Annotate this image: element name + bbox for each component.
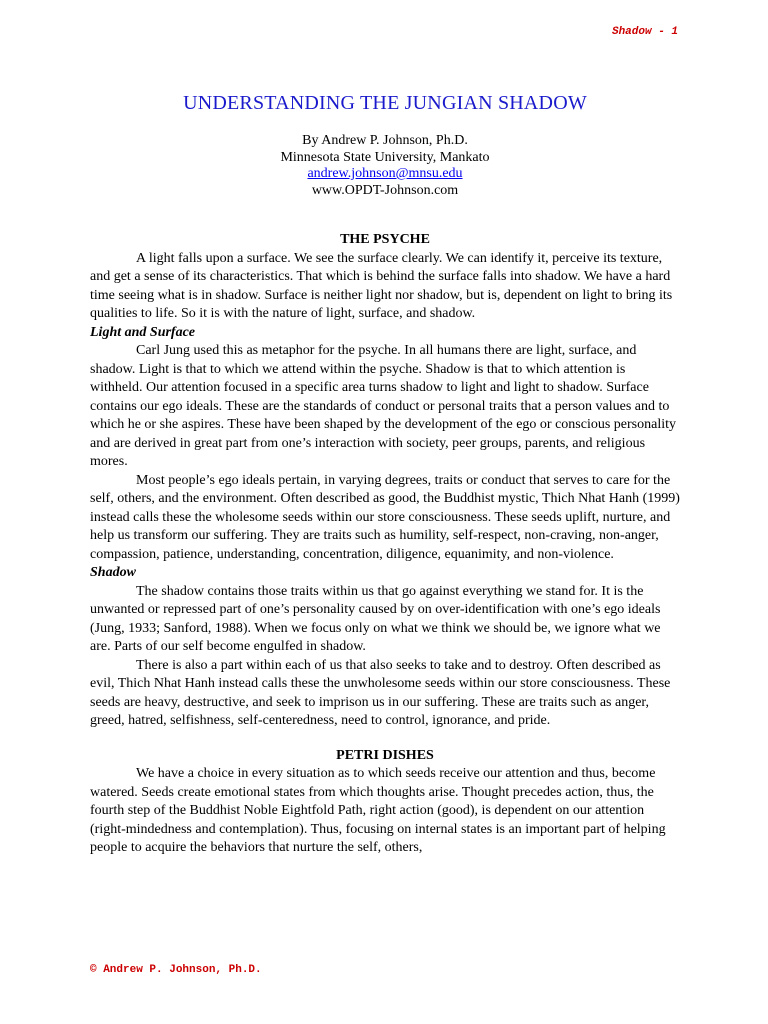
footer-copyright: © Andrew P. Johnson, Ph.D. bbox=[90, 964, 262, 976]
paragraph: The shadow contains those traits within us that go against everything we stand for. It is the unwanted or repressed part of one’s personality caused by on over-identification with one’s ego ideals (Jung, 1933; Sanford, 1988). When we focus only on what we think we should be, we ignore what we are. Parts of our self become engulfed in shadow. bbox=[90, 583, 661, 654]
document-body bbox=[90, 92, 680, 858]
paragraph: Most people’s ego ideals pertain, in varying degrees, traits or conduct that serves to care for the self, others, and the environment. Often described as good, the Buddhist mystic, Thich Nhat Hanh (1999) instead calls these the wholesome seeds within our store consciousness. These seeds uplift, nurture, and help us transform our suffering. They are traits such as humility, self-respect, non-craving, non-anger, compassion, patience, understanding, concentration, diligence, equanimity, and non-violence. bbox=[90, 472, 680, 562]
paragraph: Carl Jung used this as metaphor for the psyche. In all humans there are light, surface, and shadow. Light is that to which we attend within the psyche. Shadow is that to which attention is withheld. Our attention focused in a specific area turns shadow to light and light to shadow. Surface contains our ego ideals. These are the standards of conduct or personal traits that a person values and to which he or she aspires. These have been shaped by the development of the ego or conscious personality and are derived in great part from one’s interaction with society, peer groups, parents, and religious mores. bbox=[90, 343, 677, 469]
section-heading-petri-dishes: PETRI DISHES bbox=[336, 747, 434, 763]
section-heading-psyche: THE PSYCHE bbox=[340, 232, 430, 247]
subheading-shadow: Shadow bbox=[90, 565, 136, 580]
paragraph: There is also a part within each of us that also seeks to take and to destroy. Often described as evil, Thich Nhat Hanh instead calls these the unwholesome seeds within our store consciousness. These seeds are heavy, destructive, and seek to imprison us in our suffering. These are traits such as anger, greed, hatred, selfishness, self-centeredness, need to control, ignorance, and pride. bbox=[90, 657, 671, 728]
paragraph: A light falls upon a surface. We see the surface clearly. We can identify it, perceive its texture, and get a sense of its characteristics. That which is behind the surface falls into shadow. We have a hard time seeing what is in shadow. Surface is neither light nor shadow, but is, dependent on light to bring its qualities to life. So it is with the nature of light, surface, and shadow. bbox=[90, 250, 673, 321]
author-line: By Andrew P. Johnson, Ph.D. bbox=[302, 133, 468, 148]
institution-line: Minnesota State University, Mankato bbox=[280, 149, 490, 165]
byline bbox=[90, 133, 680, 199]
paragraph: We have a choice in every situation as to which seeds receive our attention and thus, become watered. Seeds create emotional states from which thoughts arise. Thought precedes action, thus, the fourth step of the Buddhist Noble Eightfold Path, right action (good), is dependent on our attention (right-mindedness and contemplation). Thus, focusing on internal states is an important part of helping people to acquire the behaviors that nurture the self, others, bbox=[90, 766, 666, 855]
document-title: UNDERSTANDING THE JUNGIAN SHADOW bbox=[183, 92, 587, 114]
subheading-light-and-surface: Light and Surface bbox=[90, 324, 196, 340]
page-header-tag: Shadow - 1 bbox=[611, 26, 678, 38]
email-link[interactable]: andrew.johnson@mnsu.edu bbox=[307, 166, 463, 181]
website-line: www.OPDT-Johnson.com bbox=[311, 182, 459, 198]
